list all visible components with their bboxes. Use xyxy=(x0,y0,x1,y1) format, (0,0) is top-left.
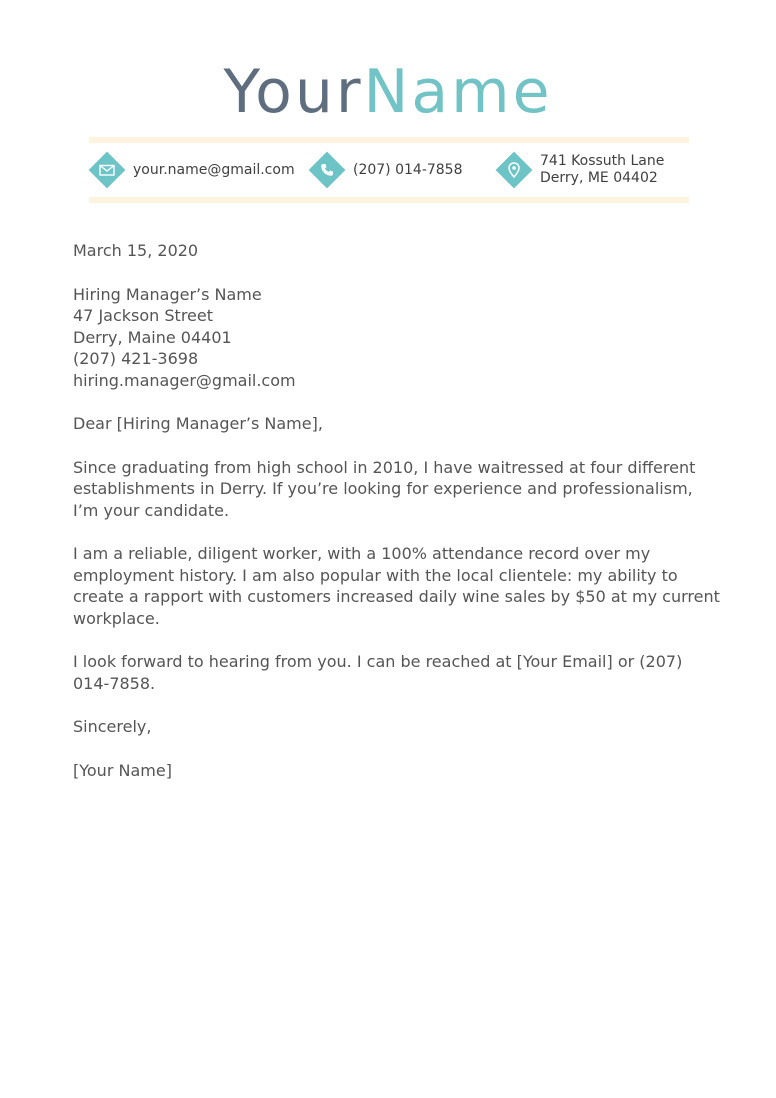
recipient-block xyxy=(73,284,723,392)
phone-text: (207) 014-7858 xyxy=(353,161,463,178)
phone-icon xyxy=(309,152,345,188)
email-text: your.name@gmail.com xyxy=(133,161,295,178)
body-paragraph: I am a reliable, diligent worker, with a 100% attendance record over my employment history. I am also popular with the local clientele: my ability to create a rapport with customers increased daily wine sales by $50 at my current workplace. xyxy=(73,544,720,628)
address-text xyxy=(540,153,664,187)
recipient-city: Derry, Maine 04401 xyxy=(73,327,232,347)
last-name: Name xyxy=(363,57,553,127)
address-line1: 741 Kossuth Lane xyxy=(540,153,665,169)
contact-band xyxy=(89,137,689,203)
recipient-street: 47 Jackson Street xyxy=(73,306,213,325)
recipient-name: Hiring Manager’s Name xyxy=(73,284,262,304)
location-pin-icon xyxy=(496,152,532,188)
recipient-phone: (207) 421-3698 xyxy=(73,349,199,368)
name-heading xyxy=(0,52,776,132)
contact-address xyxy=(496,143,664,197)
body-paragraph: I look forward to hearing from you. I can be reached at [Your Email] or (207) 014-7858. xyxy=(73,652,683,693)
body-paragraph: Since graduating from high school in 2010, I have waitressed at four different establishments in Derry. If you’re looking for experience and professionalism, I’m your candidate. xyxy=(73,457,696,520)
contact-email xyxy=(89,143,295,197)
signature: [Your Name] xyxy=(73,760,172,780)
recipient-email: hiring.manager@gmail.com xyxy=(73,370,296,390)
contact-phone xyxy=(309,143,463,197)
envelope-icon xyxy=(89,152,125,188)
letter-date: March 15, 2020 xyxy=(73,241,199,260)
letter-body xyxy=(73,240,723,803)
address-line2: Derry, ME 04402 xyxy=(540,170,658,186)
first-name: Your xyxy=(223,57,364,127)
salutation: Dear [Hiring Manager’s Name], xyxy=(73,414,323,433)
closing: Sincerely, xyxy=(73,717,152,736)
